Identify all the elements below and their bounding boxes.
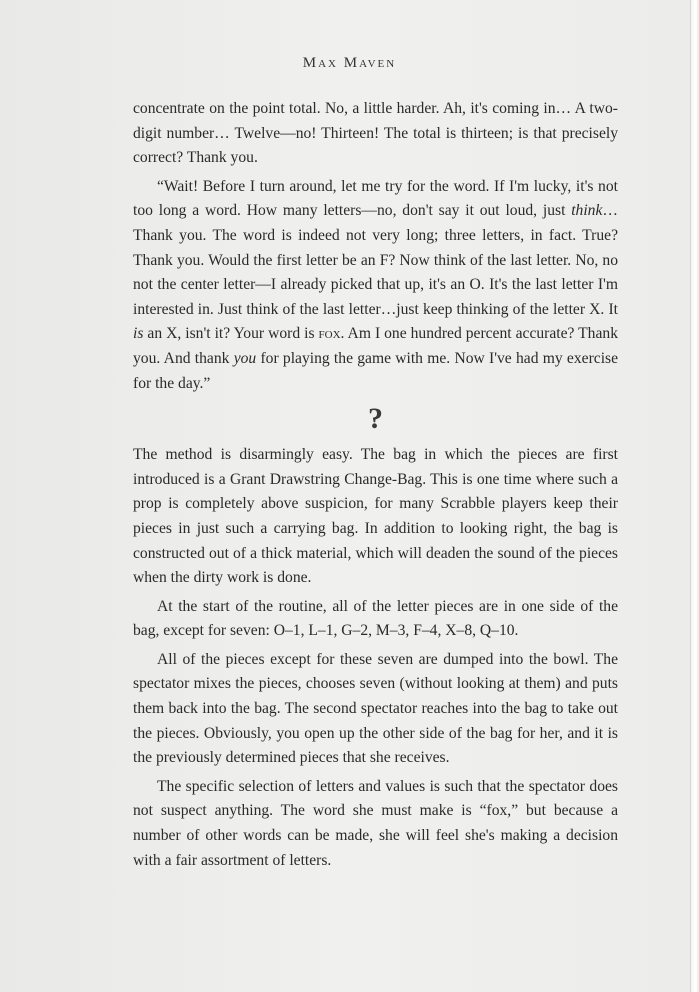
paragraph-p5 xyxy=(133,648,618,771)
text-run: All of the pieces except for these seven are dumped into the bowl. The spectator mixes the pieces, chooses seven (without looking at them) and puts them back into the bag. The second spectator reaches into the bag to take out the pieces. Obviously, you open up the other side of the bag for her, and it is the previously determined pieces that she receives. xyxy=(133,650,618,767)
running-head: Max Maven xyxy=(302,55,397,71)
body-text xyxy=(133,97,618,873)
page-edge xyxy=(690,0,699,992)
text-run: The specific selection of letters and values is such that the spectator does not suspect anything. The word she must make is “fox,” but because a number of other words can be made, she will feel she's making a decision with a fair assortment of letters. xyxy=(133,777,618,869)
text-run: you xyxy=(233,349,257,367)
text-run: “Wait! Before I turn around, let me try for the word. If I'm lucky, it's not too long a word. How many letters—no, don't say it out loud, just xyxy=(133,177,618,220)
text-run: concentrate on the point total. No, a little harder. Ah, it's coming in… A two-digit number… Twelve—no! Thirteen! The total is thirteen; is that precisely correct? Thank you. xyxy=(133,100,618,167)
text-run: . Am I one hundred percent accurate? Thank you. And thank xyxy=(133,325,618,367)
paragraph-p3 xyxy=(133,443,618,591)
text-run: The method is disarmingly easy. The bag in which the pieces are first introduced is a Grant Drawstring Change-Bag. This is one time where such a prop is completely above suspicion, for many Scrabble players keep their pieces in just such a carrying bag. In addition to looking right, the bag is constructed out of a thick material, which will deaden the sound of the pieces when the dirty work is done. xyxy=(133,446,618,587)
text-run: … Thank you. The word is indeed not very long; three letters, in fact. True? Thank you. Would the first letter be an F? Now think of the last letter. No, no not the center letter—I already picked that up, it's an O. It's the last letter I'm interested in. Just think of the last letter…just keep thinking of the letter X. It xyxy=(133,202,618,318)
paragraph-p2 xyxy=(133,175,618,396)
text-run: At the start of the routine, all of the letter pieces are in one side of the bag, except for seven: O–1, L–1, G–2, M–3, F–4, X–8, Q–10. xyxy=(133,597,618,640)
paragraphs-after xyxy=(133,443,618,873)
text-run: for playing the game with me. Now I've had my exercise for the day.” xyxy=(133,349,619,392)
text-run: think xyxy=(571,202,603,220)
text-run: fox xyxy=(318,325,341,343)
paragraphs-before xyxy=(133,97,618,396)
paragraph-p1 xyxy=(133,97,618,171)
question-mark-ornament: ? xyxy=(368,402,383,436)
paragraph-p4 xyxy=(133,595,618,644)
text-run: is xyxy=(133,325,144,343)
paragraph-p6 xyxy=(133,775,618,873)
text-run: an X, isn't it? Your word is xyxy=(143,325,319,343)
